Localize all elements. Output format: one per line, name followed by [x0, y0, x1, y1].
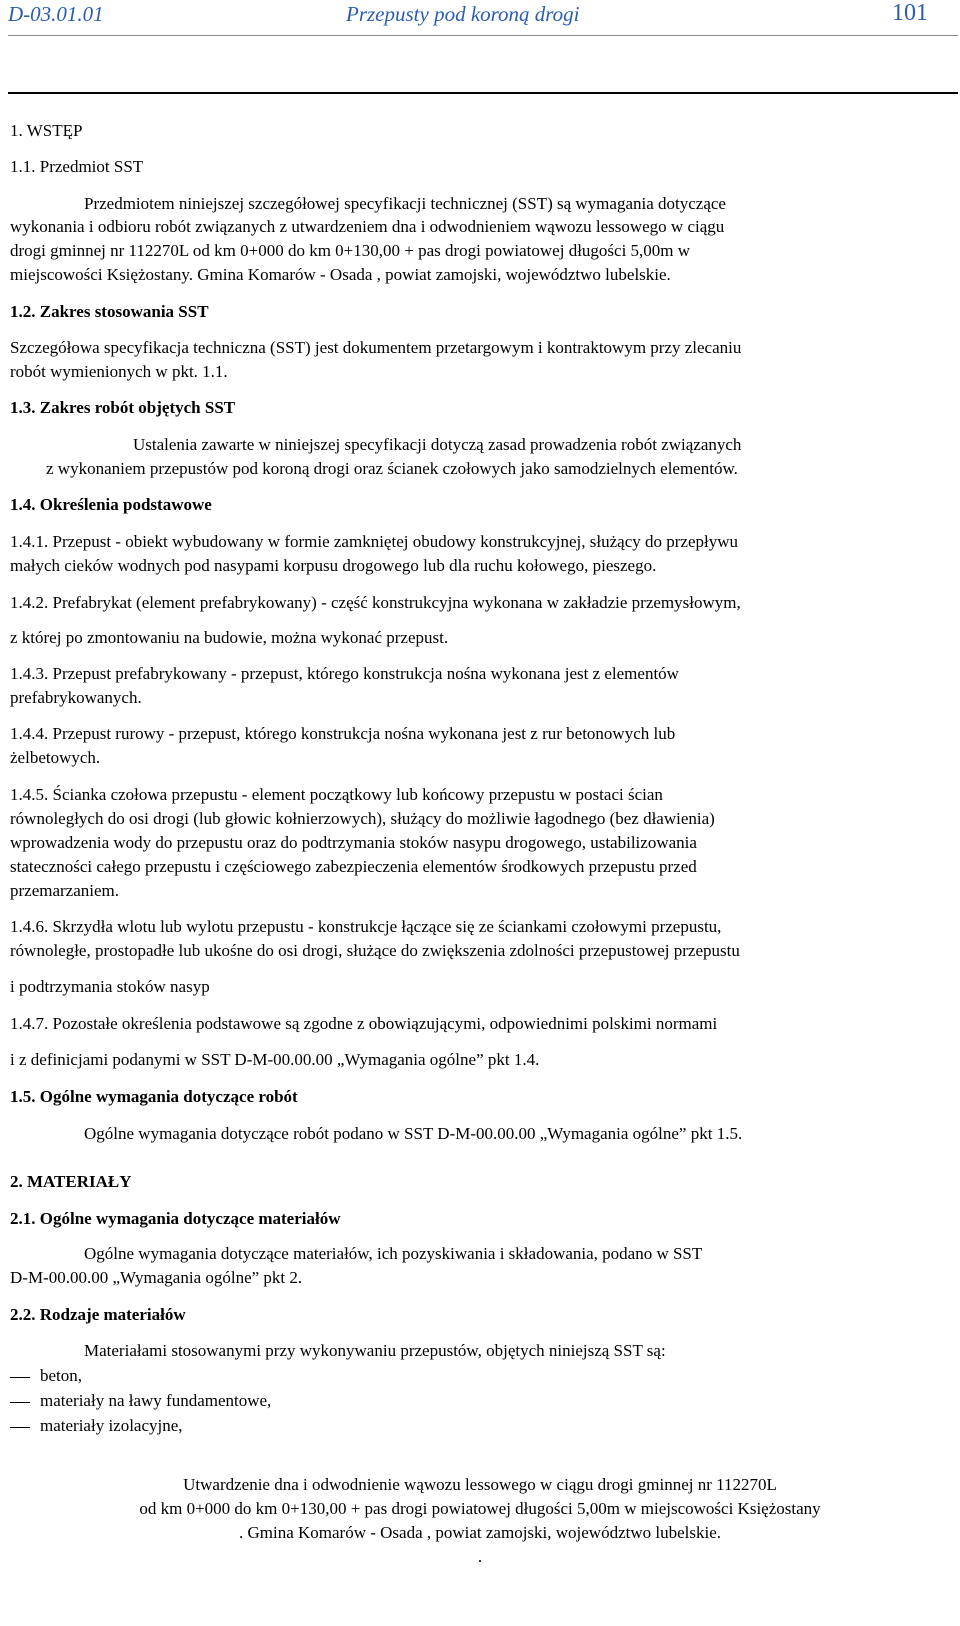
paragraph-line: Materiałami stosowanymi przy wykonywaniu przepustów, objętych niniejszą SST są: [84, 1341, 666, 1360]
spec-code: D-03.01.01 [8, 2, 104, 26]
definition-line: przemarzaniem. [10, 881, 120, 900]
list-item: materiały izolacyjne, [10, 1414, 183, 1437]
definition-line: żelbetowych. [10, 748, 101, 767]
subsection-heading: 1.5. Ogólne wymagania dotyczące robót [10, 1087, 298, 1106]
footer-line: . Gmina Komarów - Osada , powiat zamojski, województwo lubelskie. [238, 1523, 722, 1542]
definition-line: 1.4.5. Ścianka czołowa przepustu - element początkowy lub końcowy przepustu w postaci ścian [10, 785, 663, 804]
subsection-heading: 1.1. Przedmiot SST [10, 157, 144, 176]
footer-line: . [477, 1547, 483, 1566]
list-item: materiały na ławy fundamentowe, [10, 1389, 271, 1412]
subsection-heading: 1.4. Określenia podstawowe [10, 495, 212, 514]
page-header [0, 0, 960, 40]
subsection-heading: 1.3. Zakres robót objętych SST [10, 398, 236, 417]
header-rule [8, 92, 958, 94]
spec-title: Przepusty pod koroną drogi [346, 2, 580, 26]
definition-line: wprowadzenia wody do przepustu oraz do podtrzymania stoków nasypu drogowego, ustabilizowania [10, 833, 697, 852]
paragraph-line: D-M-00.00.00 „Wymagania ogólne” pkt 2. [10, 1268, 303, 1287]
paragraph-line: drogi gminnej nr 112270L od km 0+000 do km 0+130,00 + pas drogi powiatowej długości 5,00m w [10, 241, 691, 260]
paragraph-line: Przedmiotem niniejszej szczegółowej specyfikacji technicznej (SST) są wymagania dotyczące [84, 194, 726, 213]
paragraph-line: wykonania i odbioru robót związanych z utwardzeniem dna i odwodnieniem wąwozu lessowego w ciągu [10, 217, 725, 236]
subsection-heading: 2.1. Ogólne wymagania dotyczące materiałów [10, 1209, 341, 1228]
definition-line: 1.4.3. Przepust prefabrykowany - przepust, którego konstrukcja nośna wykonana jest z elementów [10, 664, 679, 683]
definition-line: 1.4.1. Przepust - obiekt wybudowany w formie zamkniętej obudowy konstrukcyjnej, służący do przepływu [10, 532, 739, 551]
definition-line: równoległe, prostopadłe lub ukośne do osi drogi, służące do zwiększenia zdolności przepustowej przepustu [10, 941, 740, 960]
list-item: beton, [10, 1364, 82, 1387]
definition-line: 1.4.6. Skrzydła wlotu lub wylotu przepustu - konstrukcje łączące się ze ściankami czołowymi przepustu, [10, 917, 722, 936]
definition-line: 1.4.2. Prefabrykat (element prefabrykowany) - część konstrukcyjna wykonana w zakładzie przemysłowym, [10, 593, 741, 612]
footer-line: od km 0+000 do km 0+130,00 + pas drogi powiatowej długości 5,00m w miejscowości Księżostany [139, 1499, 821, 1518]
section-heading: 1. WSTĘP [10, 121, 83, 140]
definition-line: z której po zmontowaniu na budowie, można wykonać przepust. [10, 628, 449, 647]
definition-line: 1.4.4. Przepust rurowy - przepust, którego konstrukcja nośna wykonana jest z rur betonowych lub [10, 724, 676, 743]
definition-line: i podtrzymania stoków nasyp [10, 977, 210, 996]
paragraph-line: miejscowości Księżostany. Gmina Komarów - Osada , powiat zamojski, województwo lubelskie. [10, 265, 671, 284]
footer-line: Utwardzenie dna i odwodnienie wąwozu lessowego w ciągu drogi gminnej nr 112270L [183, 1475, 777, 1494]
definition-line: 1.4.7. Pozostałe określenia podstawowe są zgodne z obowiązującymi, odpowiednimi polskimi normami [10, 1014, 718, 1033]
definition-line: i z definicjami podanymi w SST D-M-00.00.00 „Wymagania ogólne” pkt 1.4. [10, 1050, 540, 1069]
section-heading: 2. MATERIAŁY [10, 1172, 132, 1191]
definition-line: małych cieków wodnych pod nasypami korpusu drogowego lub dla ruchu kołowego, pieszego. [10, 556, 657, 575]
paragraph-line: Ogólne wymagania dotyczące robót podano w SST D-M-00.00.00 „Wymagania ogólne” pkt 1.5. [84, 1124, 743, 1143]
paragraph-line: z wykonaniem przepustów pod koroną drogi oraz ścianek czołowych jako samodzielnych elementów. [46, 459, 738, 478]
definition-line: prefabrykowanych. [10, 688, 142, 707]
definition-line: równoległych do osi drogi (lub głowic kołnierzowych), służący do możliwie łagodnego (bez dławienia) [10, 809, 715, 828]
paragraph-line: Ustalenia zawarte w niniejszej specyfikacji dotyczą zasad prowadzenia robót związanych [133, 435, 742, 454]
header-divider [8, 35, 958, 36]
paragraph-line: Ogólne wymagania dotyczące materiałów, ich pozyskiwania i składowania, podano w SST [84, 1244, 703, 1263]
paragraph-line: robót wymienionych w pkt. 1.1. [10, 362, 228, 381]
subsection-heading: 1.2. Zakres stosowania SST [10, 302, 209, 321]
definition-line: stateczności całego przepustu i częściowego zabezpieczenia elementów środkowych przepustu przed [10, 857, 697, 876]
subsection-heading: 2.2. Rodzaje materiałów [10, 1305, 186, 1324]
page-number: 101 [892, 0, 928, 26]
paragraph-line: Szczegółowa specyfikacja techniczna (SST) jest dokumentem przetargowym i kontraktowym przy zlecaniu [10, 338, 742, 357]
